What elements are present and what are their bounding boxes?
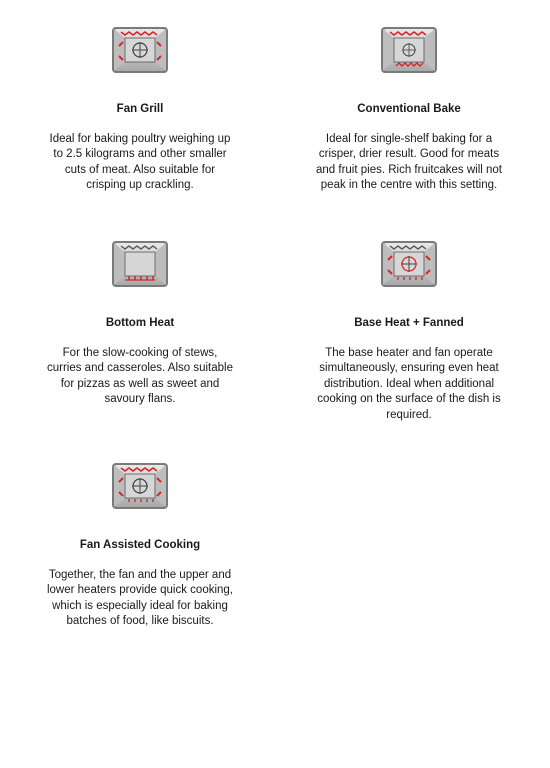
conventional-bake-icon xyxy=(380,26,438,74)
mode-description: Ideal for baking poultry weighing up to 2.5 kilograms and other smaller cuts of meat. Also suitable for crisping up crackling. xyxy=(49,133,231,192)
mode-description: Together, the fan and the upper and lower heaters provide quick cooking, which is especially ideal for baking batches of food, like biscuits. xyxy=(46,569,234,628)
mode-title: Conventional Bake xyxy=(357,103,461,115)
mode-card-fan-assisted-cooking xyxy=(40,462,240,630)
mode-title: Bottom Heat xyxy=(105,317,175,329)
mode-description: For the slow-cooking of stews, curries and casseroles. Also suitable for pizzas as well as sweet and savoury flans. xyxy=(46,347,233,406)
base-heat-fanned-icon xyxy=(380,240,438,288)
mode-title: Fan Assisted Cooking xyxy=(79,539,201,551)
fan-grill-icon xyxy=(111,26,169,74)
bottom-heat-icon xyxy=(111,240,169,288)
mode-card-bottom-heat xyxy=(40,240,240,408)
mode-title: Fan Grill xyxy=(116,103,164,115)
fan-assisted-cooking-icon xyxy=(111,462,169,510)
mode-card-conventional-bake xyxy=(309,26,509,194)
mode-card-fan-grill xyxy=(40,26,240,194)
mode-description: Ideal for single-shelf baking for a crisper, drier result. Good for meats and fruit pies. Rich fruitcakes will not peak in the centre with this setting. xyxy=(316,133,502,192)
mode-card-base-heat-fanned xyxy=(309,240,509,423)
mode-title: Base Heat + Fanned xyxy=(354,317,464,329)
mode-description: The base heater and fan operate simultaneously, ensuring even heat distribution. Ideal when additional cooking on the surface of the dish is required. xyxy=(317,347,501,421)
